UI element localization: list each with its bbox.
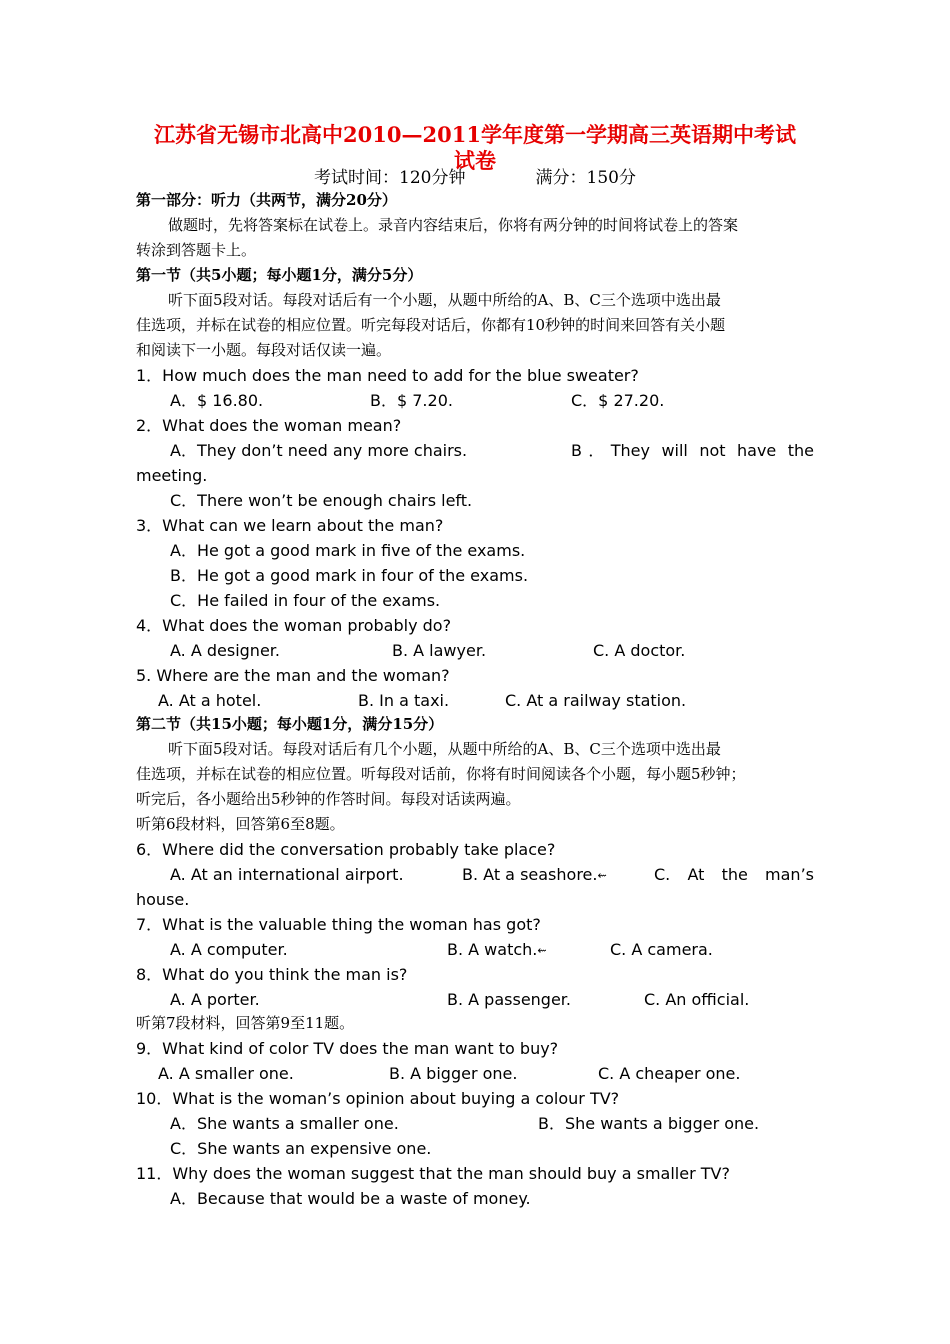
q9-option-c: C. A cheaper one. (598, 1064, 741, 1083)
exam-meta (0, 166, 950, 190)
q6-option-c: C. At the man’s (654, 865, 814, 884)
question-10: 10．What is the woman’s opinion about buying a colour TV? (136, 1089, 620, 1108)
exam-time: 考试时间：120分钟 (314, 168, 466, 188)
question-4: 4．What does the woman probably do? (136, 616, 452, 635)
q5-option-a: A. At a hotel. (158, 691, 262, 710)
section1-intro-1: 听下面5段对话。每段对话后有一个小题，从题中所给的A、B、C三个选项中选出最 (168, 291, 721, 309)
material-6-note: 听第6段材料，回答第6至8题。 (136, 815, 345, 833)
q4-option-c: C. A doctor. (593, 641, 686, 660)
question-1: 1．How much does the man need to add for the blue sweater? (136, 366, 639, 385)
section1-intro-2: 佳选项，并标在试卷的相应位置。听完每段对话后，你都有10秒钟的时间来回答有关小题 (136, 316, 726, 334)
question-7: 7．What is the valuable thing the woman has got? (136, 915, 541, 934)
section2-intro-2: 佳选项，并标在试卷的相应位置。听每段对话前，你将有时间阅读各个小题，每小题5秒钟； (136, 765, 746, 783)
question-9: 9．What kind of color TV does the man want to buy? (136, 1039, 559, 1058)
q3-option-a: A．He got a good mark in five of the exams. (170, 541, 526, 560)
exam-title-line1: 江苏省无锡市北高中2010—2011学年度第一学期高三英语期中考试 (154, 122, 796, 147)
q10-option-a: A．She wants a smaller one. (170, 1114, 399, 1133)
question-5: 5. Where are the man and the woman? (136, 666, 450, 685)
part1-intro-1: 做题时，先将答案标在试卷上。录音内容结束后，你将有两分钟的时间将试卷上的答案 (168, 216, 739, 234)
question-3: 3．What can we learn about the man? (136, 516, 444, 535)
question-8: 8．What do you think the man is? (136, 965, 408, 984)
section1-intro-3: 和阅读下一小题。每段对话仅读一遍。 (136, 341, 392, 359)
editor-mark-icon: ⇜ (537, 944, 547, 957)
question-6: 6．Where did the conversation probably take place? (136, 840, 556, 859)
q7-option-b-text: B. A watch. (447, 940, 538, 959)
q8-option-a: A. A porter. (170, 990, 260, 1009)
q2-option-c: C．There won’t be enough chairs left. (170, 491, 473, 510)
q2-option-b-continued: meeting. (136, 466, 208, 485)
part1-heading: 第一部分：听力（共两节，满分20分） (136, 191, 397, 209)
question-2: 2．What does the woman mean? (136, 416, 402, 435)
q6-option-b (462, 862, 607, 887)
q3-option-b: B．He got a good mark in four of the exams. (170, 566, 529, 585)
q4-option-a: A. A designer. (170, 641, 280, 660)
q3-option-c: C．He failed in four of the exams. (170, 591, 441, 610)
section2-intro-3: 听完后，各小题给出5秒钟的作答时间。每段对话读两遍。 (136, 790, 521, 808)
q1-option-c: C．$ 27.20. (571, 391, 665, 410)
q7-option-c: C. A camera. (610, 940, 713, 959)
q6-option-b-text: B. At a seashore. (462, 865, 598, 884)
q2-option-b: B．They will not have the (571, 441, 814, 460)
q9-option-a: A. A smaller one. (158, 1064, 294, 1083)
q10-option-b: B．She wants a bigger one. (538, 1114, 760, 1133)
q5-option-c: C. At a railway station. (505, 691, 687, 710)
q10-option-c: C．She wants an expensive one. (170, 1139, 432, 1158)
q2-option-a: A．They don’t need any more chairs. (170, 441, 468, 460)
exam-score: 满分：150分 (535, 168, 636, 188)
q8-option-c: C. An official. (644, 990, 750, 1009)
material-7-note: 听第7段材料，回答第9至11题。 (136, 1014, 355, 1032)
q8-option-b: B. A passenger. (447, 990, 571, 1009)
q1-option-b: B．$ 7.20. (370, 391, 453, 410)
q7-option-a: A. A computer. (170, 940, 288, 959)
q4-option-b: B. A lawyer. (392, 641, 487, 660)
question-11: 11．Why does the woman suggest that the man should buy a smaller TV? (136, 1164, 730, 1183)
q9-option-b: B. A bigger one. (389, 1064, 518, 1083)
q6-option-a: A. At an international airport. (170, 865, 404, 884)
section1-heading: 第一节（共5小题；每小题1分，满分5分） (136, 266, 423, 284)
section2-intro-1: 听下面5段对话。每段对话后有几个小题，从题中所给的A、B、C三个选项中选出最 (168, 740, 721, 758)
q1-option-a: A．$ 16.80. (170, 391, 264, 410)
section2-heading: 第二节（共15小题；每小题1分，满分15分） (136, 715, 444, 733)
q7-option-b (447, 937, 547, 962)
exam-title-line2: 试卷 (454, 148, 496, 173)
q11-option-a: A．Because that would be a waste of money. (170, 1189, 531, 1208)
editor-mark-icon: ⇜ (597, 869, 607, 882)
q5-option-b: B. In a taxi. (358, 691, 450, 710)
part1-intro-2: 转涂到答题卡上。 (136, 241, 257, 259)
q6-option-c-continued: house. (136, 890, 190, 909)
